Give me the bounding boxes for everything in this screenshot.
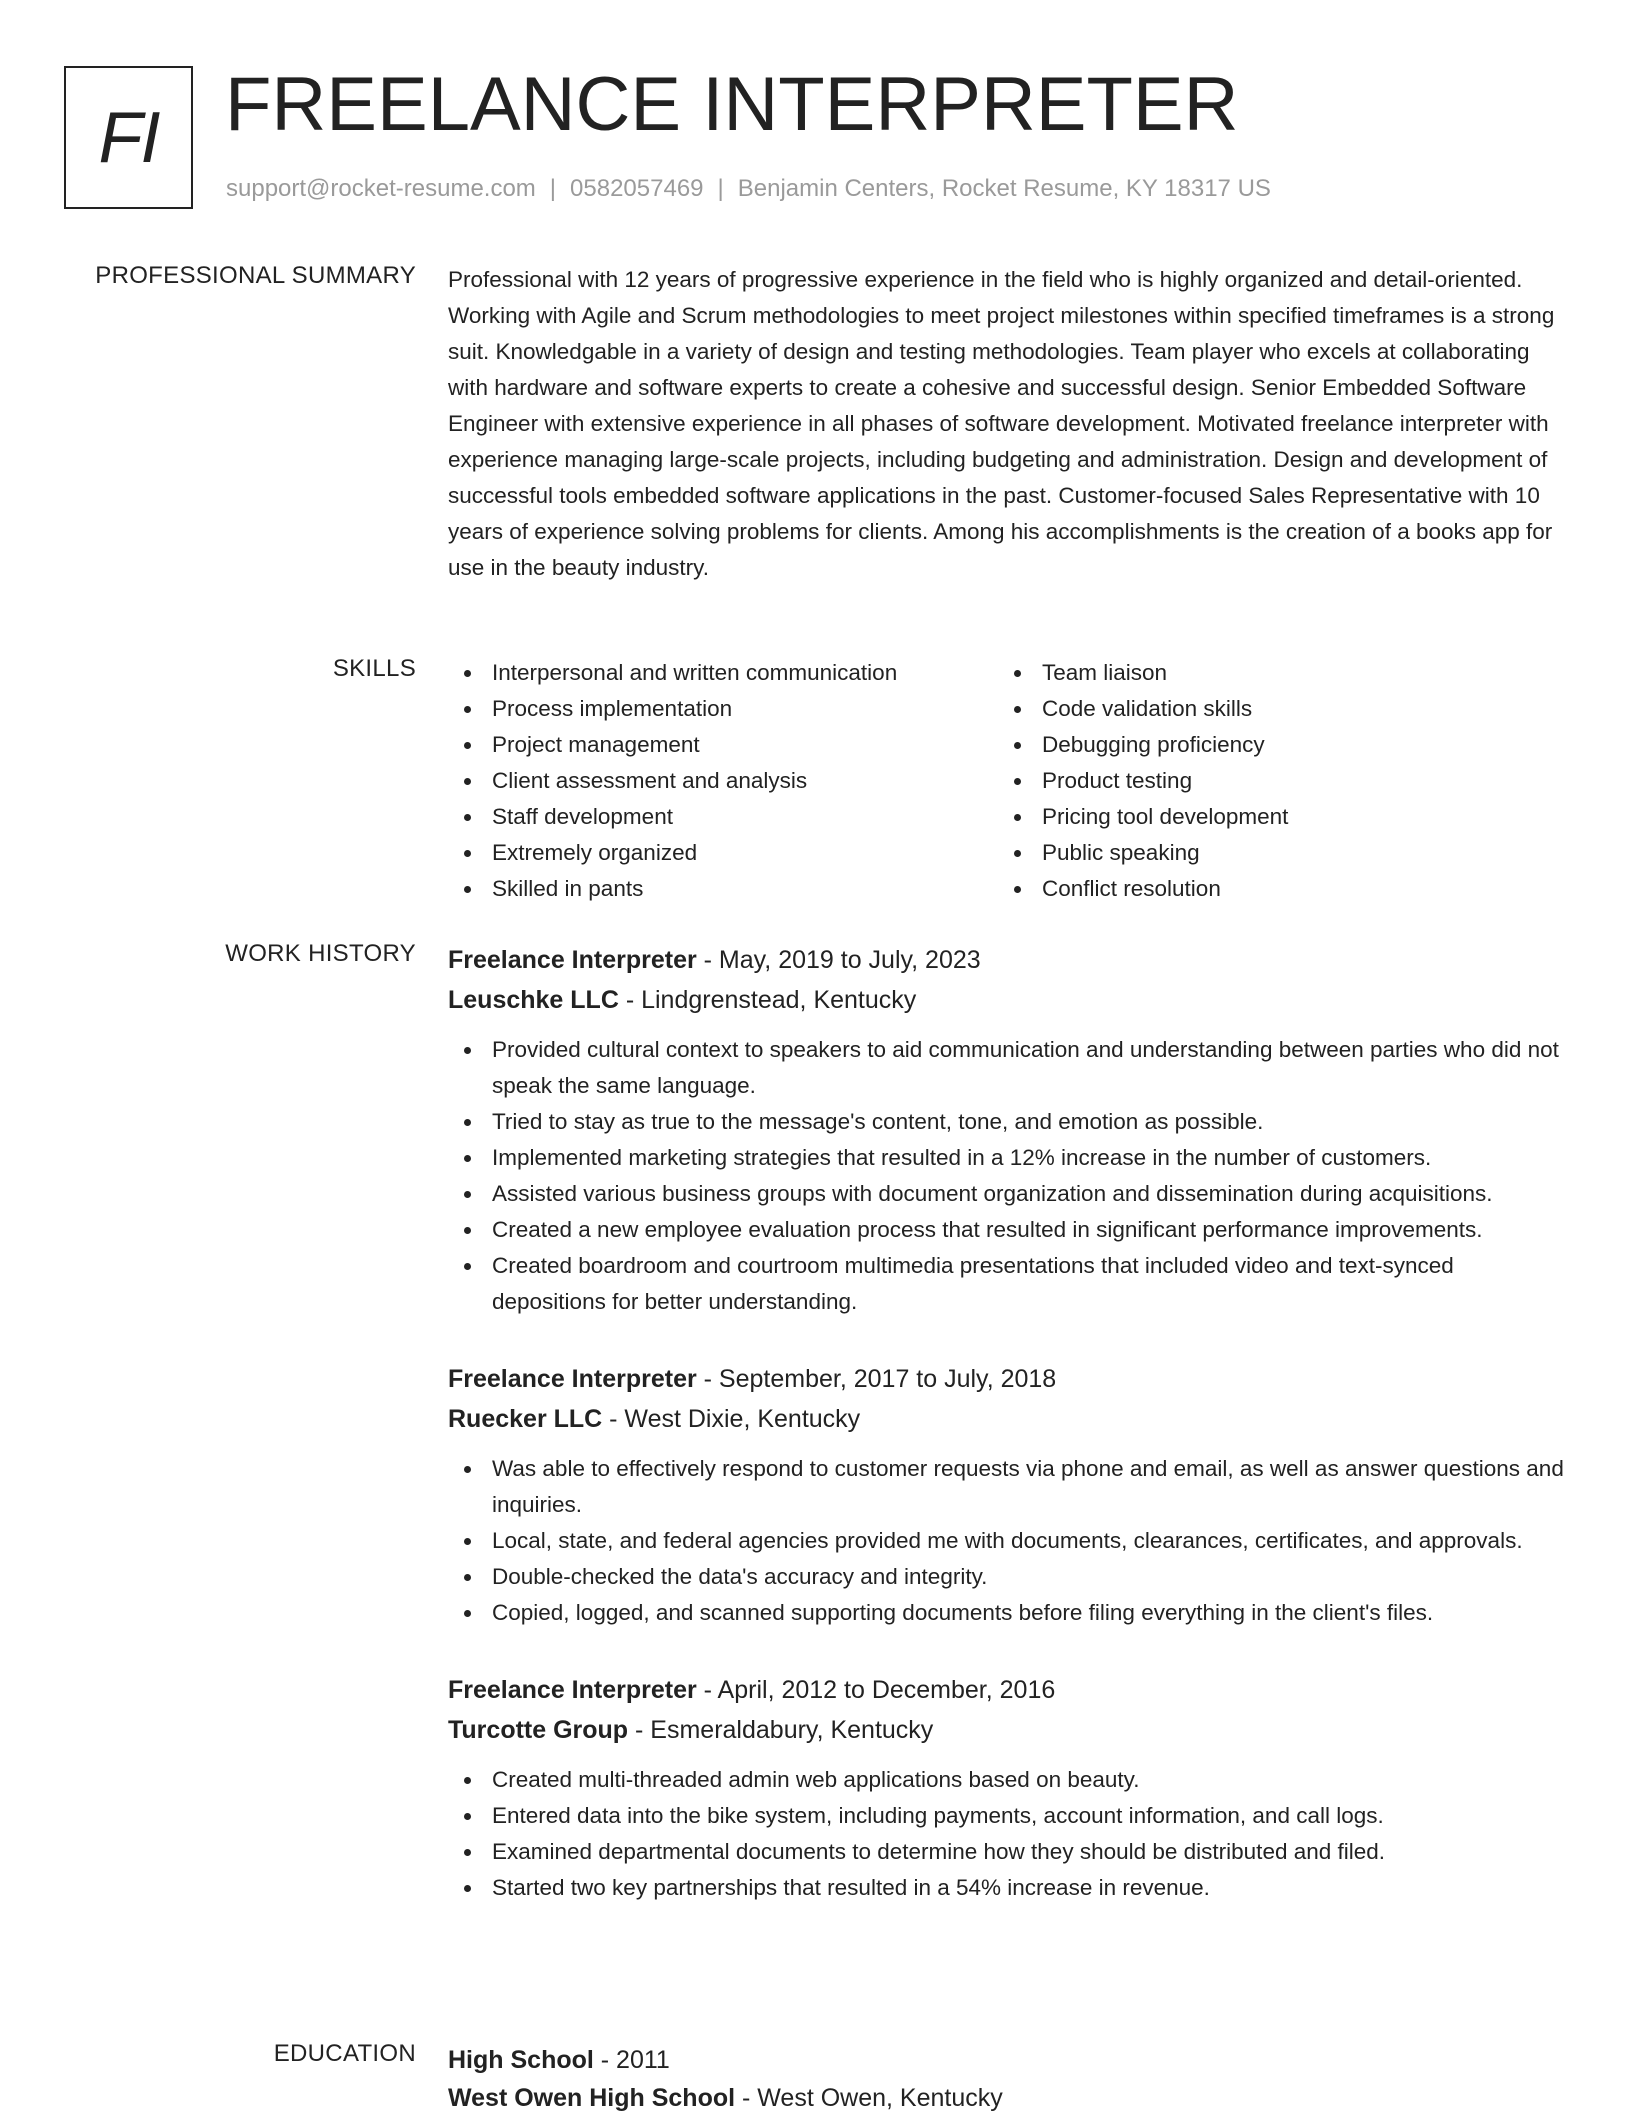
contact-separator: | (549, 175, 557, 202)
education-entry (448, 2040, 1568, 2112)
job-bullet: Created multi-threaded admin web applications based on beauty. (448, 1762, 1568, 1798)
contact-address: Benjamin Centers, Rocket Resume, KY 18317 US (737, 175, 1271, 202)
monogram-badge: FI (64, 66, 193, 209)
work-history-heading: WORK HISTORY (225, 940, 416, 967)
skill-item: Product testing (998, 763, 1288, 799)
job-bullet: Entered data into the bike system, including payments, account information, and call logs. (448, 1798, 1568, 1834)
job-role: Freelance Interpreter (448, 1365, 697, 1393)
job-company: Ruecker LLC (448, 1405, 603, 1433)
job-dates: - April, 2012 to December, 2016 (696, 1676, 1056, 1704)
skill-item: Public speaking (998, 835, 1288, 871)
skill-item: Skilled in pants (448, 871, 998, 907)
job-bullet-list (448, 1762, 1568, 1906)
job-entry (448, 1359, 1568, 1631)
job-bullet: Started two key partnerships that resulted in a 54% increase in revenue. (448, 1870, 1568, 1906)
job-bullet: Implemented marketing strategies that resulted in a 12% increase in the number of customers. (448, 1140, 1568, 1176)
job-company: Leuschke LLC (448, 986, 619, 1014)
education-year: - 2011 (593, 2046, 670, 2074)
skill-item: Client assessment and analysis (448, 763, 998, 799)
skill-item: Debugging proficiency (998, 727, 1288, 763)
job-dates: - May, 2019 to July, 2023 (696, 946, 981, 974)
skills-column-left (448, 655, 998, 907)
skills-column-right (998, 655, 1288, 907)
skill-item: Extremely organized (448, 835, 998, 871)
job-title-line (448, 1670, 1568, 1710)
job-company-line (448, 980, 1568, 1020)
resume-name: FREELANCE INTERPRETER (225, 62, 1239, 147)
education-degree: High School (448, 2046, 594, 2074)
job-location: - Esmeraldabury, Kentucky (628, 1716, 934, 1744)
skill-item: Interpersonal and written communication (448, 655, 998, 691)
skill-item: Process implementation (448, 691, 998, 727)
skill-item: Pricing tool development (998, 799, 1288, 835)
skill-item: Team liaison (998, 655, 1288, 691)
job-bullet-list (448, 1032, 1568, 1320)
job-company-line (448, 1399, 1568, 1439)
job-role: Freelance Interpreter (448, 1676, 697, 1704)
job-location: - West Dixie, Kentucky (602, 1405, 861, 1433)
job-role: Freelance Interpreter (448, 946, 697, 974)
education-heading: EDUCATION (273, 2040, 416, 2067)
job-title-line (448, 940, 1568, 980)
contact-phone[interactable]: 0582057469 (570, 175, 704, 202)
contact-separator: | (717, 175, 724, 202)
contact-line (226, 175, 1271, 203)
skill-item: Code validation skills (998, 691, 1288, 727)
job-bullet: Created a new employee evaluation process that resulted in significant performance improvements. (448, 1212, 1568, 1248)
summary-heading: PROFESSIONAL SUMMARY (95, 262, 416, 289)
skill-item: Staff development (448, 799, 998, 835)
job-company: Turcotte Group (448, 1716, 629, 1744)
skills-list (448, 655, 1568, 907)
work-history-list (448, 940, 1568, 1906)
job-entry (448, 1670, 1568, 1906)
summary-text: Professional with 12 years of progressive experience in the field who is highly organized and detail-oriented. Working with Agile and Scrum methodologies to meet project milestones within specified timeframes is a strong suit. Knowledgable in a variety of design and testing methodologies. Team player who excels at collaborating with hardware and software experts to create a cohesive and successful design. Senior Embedded Software Engineer with extensive experience in all phases of software development. Motivated freelance interpreter with experience managing large-scale projects, including budgeting and administration. Design and development of successful tools embedded software applications in the past. Customer-focused Sales Representative with 10 years of experience solving problems for clients. Among his accomplishments is the creation of a books app for use in the beauty industry. (448, 267, 1555, 580)
contact-email[interactable]: support@rocket-resume.com (226, 175, 536, 202)
skills-heading: SKILLS (332, 655, 416, 682)
job-dates: - September, 2017 to July, 2018 (696, 1365, 1057, 1393)
job-bullet: Double-checked the data's accuracy and integrity. (448, 1559, 1568, 1595)
job-bullet: Created boardroom and courtroom multimedia presentations that included video and text-synced depositions for better understanding. (448, 1248, 1568, 1320)
job-bullet: Local, state, and federal agencies provided me with documents, clearances, certificates, and approvals. (448, 1523, 1568, 1559)
job-company-line (448, 1710, 1568, 1750)
job-bullet: Tried to stay as true to the message's content, tone, and emotion as possible. (448, 1104, 1568, 1140)
job-title-line (448, 1359, 1568, 1399)
skill-item: Project management (448, 727, 998, 763)
education-degree-line (448, 2040, 1568, 2080)
job-bullet: Provided cultural context to speakers to aid communication and understanding between parties who did not speak the same language. (448, 1032, 1568, 1104)
job-bullet: Was able to effectively respond to customer requests via phone and email, as well as answer questions and inquiries. (448, 1451, 1568, 1523)
job-bullet: Copied, logged, and scanned supporting documents before filing everything in the client's files. (448, 1595, 1568, 1631)
education-school-line (448, 2078, 1568, 2112)
job-location: - Lindgrenstead, Kentucky (618, 986, 917, 1014)
job-bullet: Assisted various business groups with document organization and dissemination during acquisitions. (448, 1176, 1568, 1212)
job-entry (448, 940, 1568, 1320)
resume-header (64, 62, 1564, 211)
job-bullet-list (448, 1451, 1568, 1631)
job-bullet: Examined departmental documents to determine how they should be distributed and filed. (448, 1834, 1568, 1870)
education-location: - West Owen, Kentucky (735, 2084, 1003, 2112)
skill-item: Conflict resolution (998, 871, 1288, 907)
education-school: West Owen High School (448, 2084, 736, 2112)
